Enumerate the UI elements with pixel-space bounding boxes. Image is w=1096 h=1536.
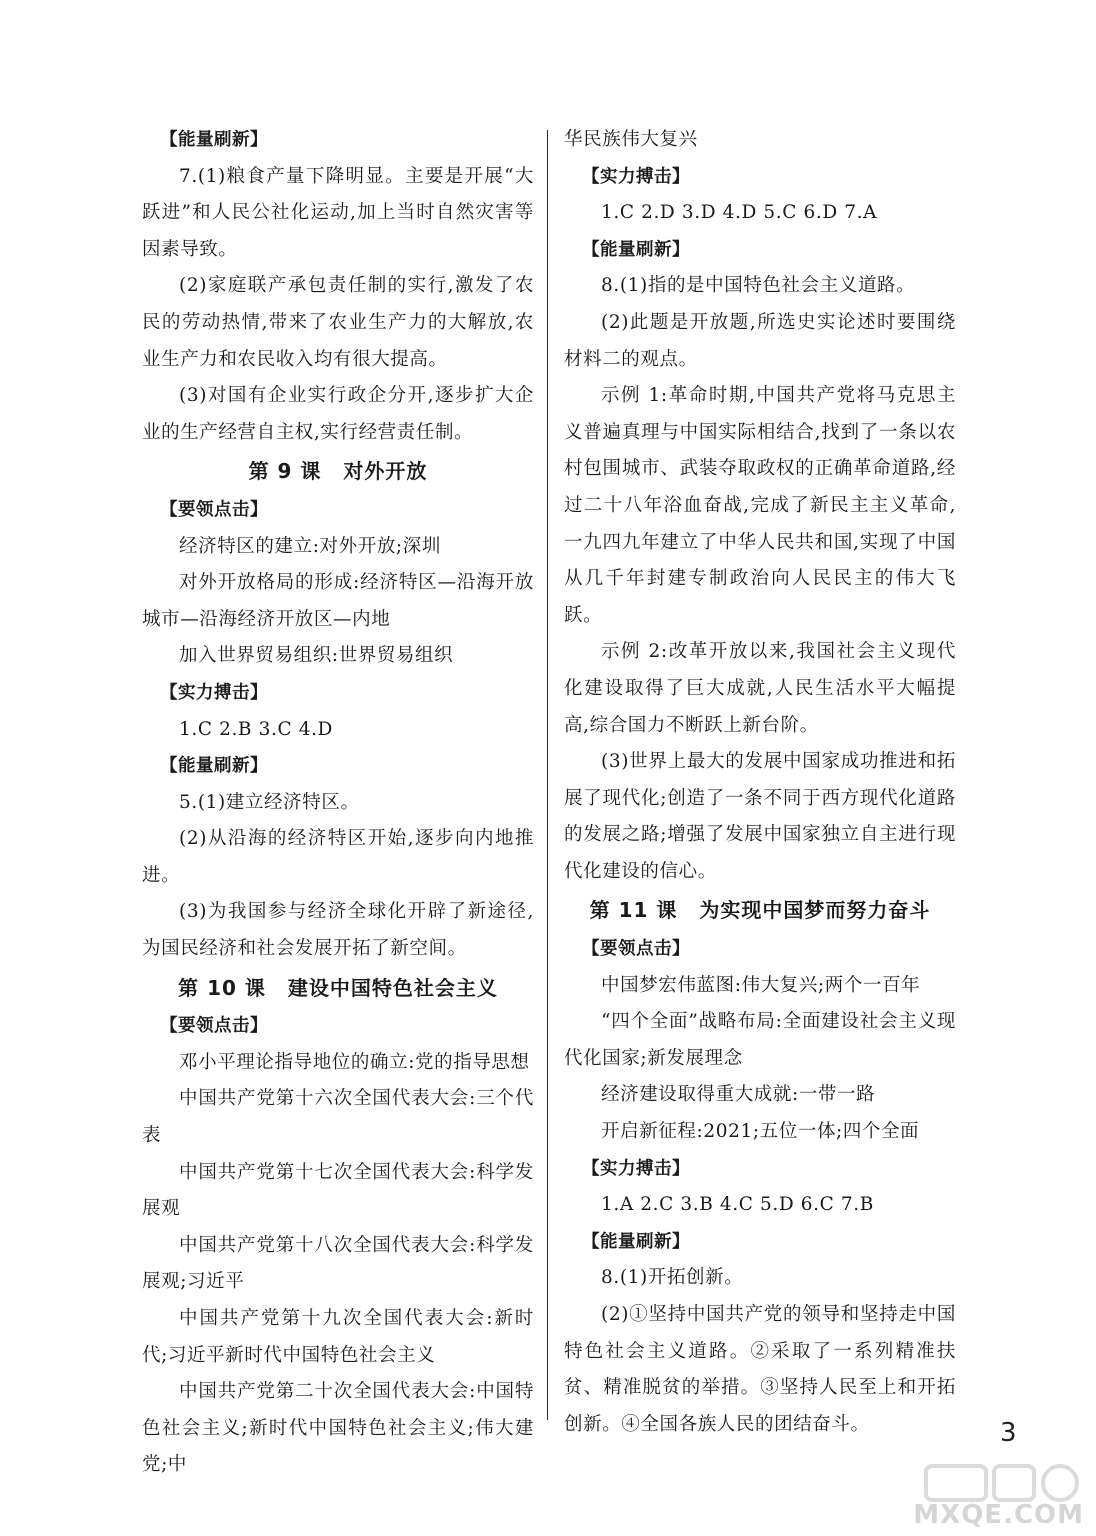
paragraph: 中国共产党第十六次全国代表大会:三个代表 xyxy=(142,1088,534,1147)
paragraph-continuation: 华民族伟大复兴 xyxy=(564,129,698,150)
paragraph: “四个全面”战略布局:全面建设社会主义现代化国家;新发展理念 xyxy=(564,1011,956,1069)
lesson-number: 第 11 课 xyxy=(589,898,678,923)
paragraph: 经济特区的建立:对外开放;深圳 xyxy=(179,535,441,557)
lesson-title xyxy=(564,892,956,929)
paragraph: 加入世界贸易组织:世界贸易组织 xyxy=(179,645,454,667)
section-heading: 【实力搏击】 xyxy=(582,166,690,187)
paragraph: 经济建设取得重大成就:一带一路 xyxy=(601,1084,876,1106)
paragraph: 邓小平理论指导地位的确立:党的指导思想 xyxy=(179,1051,530,1073)
paragraph: 5.(1)建立经济特区。 xyxy=(179,791,360,813)
section-heading: 【要领点击】 xyxy=(160,1016,268,1037)
section-heading: 【能量刷新】 xyxy=(582,1231,690,1252)
paragraph: 示例 1:革命时期,中国共产党将马克思主义普遍真理与中国实际相结合,找到了一条以农村包围城市、武装夺取政权的正确革命道路,经过二十八年浴血奋战,完成了新民主主义革命,一九四九年建立了中华人民共和国,实现了中国从几千年封建专制政治向人民民主的伟大飞跃。 xyxy=(564,385,956,626)
paragraph: 1.C 2.D 3.D 4.D 5.C 6.D 7.A xyxy=(601,202,878,224)
paragraph: (3)世界上最大的发展中国家成功推进和拓展了现代化;创造了一条不同于西方现代化道路的发展之路;增强了发展中国家独立自主进行现代化建设的信心。 xyxy=(564,751,956,882)
paragraph: 开启新征程:2021;五位一体;四个全面 xyxy=(601,1121,920,1143)
left-column xyxy=(142,122,534,1484)
paragraph: 8.(1)开拓创新。 xyxy=(601,1267,744,1289)
watermark-logo xyxy=(913,1462,1088,1532)
paragraph: (2)①坚持中国共产党的领导和坚持走中国特色社会主义道路。②采取了一系列精准扶贫、精准脱贫的举措。③坚持人民至上和开拓创新。④全国各族人民的团结奋斗。 xyxy=(564,1304,956,1435)
lesson-name: 为实现中国梦而努力奋斗 xyxy=(699,898,931,923)
section-heading: 【要领点击】 xyxy=(582,939,690,960)
section-heading: 【实力搏击】 xyxy=(160,682,268,703)
lesson-name: 建设中国特色社会主义 xyxy=(287,975,498,1000)
section-heading: 【能量刷新】 xyxy=(160,756,268,777)
lesson-name: 对外开放 xyxy=(343,459,428,484)
section-heading: 【能量刷新】 xyxy=(160,130,268,150)
section-heading: 【能量刷新】 xyxy=(582,239,690,260)
paragraph: 7.(1)粮食产量下降明显。主要是开展“大跃进”和人民公社化运动,加上当时自然灾害等因素导致。 xyxy=(142,165,534,260)
paragraph: 1.A 2.C 3.B 4.C 5.D 6.C 7.B xyxy=(601,1194,874,1216)
column-divider xyxy=(547,130,548,1420)
paragraph: 中国梦宏伟蓝图:伟大复兴;两个一百年 xyxy=(601,974,921,996)
paragraph: 中国共产党第十七次全国代表大会:科学发展观 xyxy=(142,1161,534,1220)
paragraph: (2)家庭联产承包责任制的实行,激发了农民的劳动热情,带来了农业生产力的大解放,农业生产力和农民收入均有很大提高。 xyxy=(142,275,534,370)
paragraph: (2)此题是开放题,所选史实论述时要围绕材料二的观点。 xyxy=(564,311,956,370)
paragraph: 8.(1)指的是中国特色社会主义道路。 xyxy=(601,275,916,297)
paragraph: 中国共产党第二十次全国代表大会:中国特色社会主义;新时代中国特色社会主义;伟大建党;中 xyxy=(142,1381,534,1476)
paragraph: 中国共产党第十九次全国代表大会:新时代;习近平新时代中国特色社会主义 xyxy=(142,1308,534,1366)
paragraph: 中国共产党第十八次全国代表大会:科学发展观;习近平 xyxy=(142,1234,534,1293)
paragraph: (3)对国有企业实行政企分开,逐步扩大企业的生产经营自主权,实行经营责任制。 xyxy=(142,385,534,443)
paragraph: (2)从沿海的经济特区开始,逐步向内地推进。 xyxy=(142,828,534,886)
watermark-text: MXQE.COM xyxy=(913,1500,1084,1530)
section-heading: 【实力搏击】 xyxy=(582,1158,690,1179)
lesson-number: 第 10 课 xyxy=(178,975,266,1000)
right-column xyxy=(564,122,956,1443)
lesson-number: 第 9 课 xyxy=(248,459,322,484)
page-number: 3 xyxy=(1000,1418,1017,1448)
lesson-title xyxy=(142,970,534,1007)
section-heading: 【要领点击】 xyxy=(160,499,268,520)
paragraph: 1.C 2.B 3.C 4.D xyxy=(179,718,333,740)
lesson-title xyxy=(142,453,534,490)
paragraph: 对外开放格局的形成:经济特区—沿海开放城市—沿海经济开放区—内地 xyxy=(142,572,534,630)
paragraph: (3)为我国参与经济全球化开辟了新途径,为国民经济和社会发展开拓了新空间。 xyxy=(142,901,534,960)
paragraph: 示例 2:改革开放以来,我国社会主义现代化建设取得了巨大成就,人民生活水平大幅提高,综合国力不断跃上新台阶。 xyxy=(564,641,956,736)
